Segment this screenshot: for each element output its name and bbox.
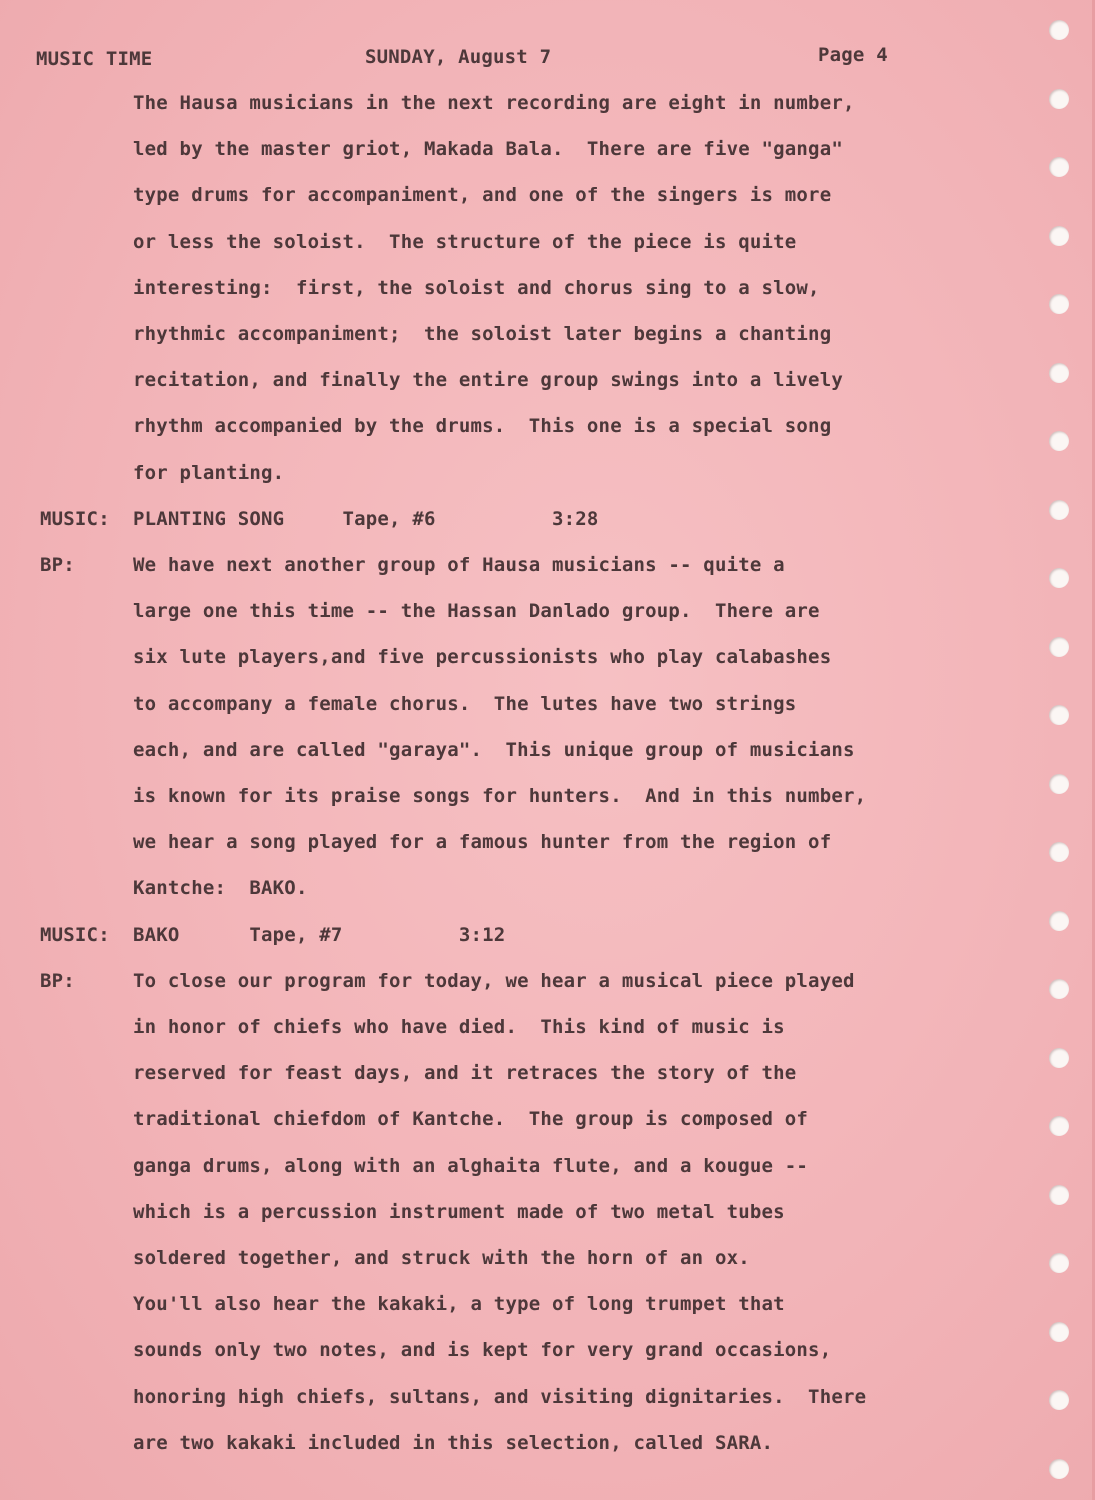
binder-holes <box>1049 20 1073 1500</box>
binder-hole <box>1049 431 1069 451</box>
script-line: PLANTING SONG Tape, #6 3:28 <box>133 508 599 530</box>
script-line: which is a percussion instrument made of two metal tubes <box>133 1201 785 1223</box>
script-line: recitation, and finally the entire group swings into a lively <box>133 369 843 391</box>
script-line: sounds only two notes, and is kept for very grand occasions, <box>133 1339 832 1361</box>
speaker-label: BP: <box>40 970 75 992</box>
binder-hole <box>1049 637 1069 657</box>
header-page-number: Page 4 <box>818 44 888 66</box>
binder-hole <box>1049 1048 1069 1068</box>
speaker-label: MUSIC: <box>40 924 110 946</box>
script-line: are two kakaki included in this selection, called SARA. <box>133 1432 774 1454</box>
script-line: interesting: first, the soloist and chorus sing to a slow, <box>133 277 820 299</box>
script-line: type drums for accompaniment, and one of the singers is more <box>133 184 832 206</box>
script-line: traditional chiefdom of Kantche. The group is composed of <box>133 1108 809 1130</box>
binder-hole <box>1049 226 1069 246</box>
script-line: we hear a song played for a famous hunter from the region of <box>133 831 832 853</box>
binder-hole <box>1049 20 1069 40</box>
header-program-title: MUSIC TIME <box>36 48 153 70</box>
binder-hole <box>1049 911 1069 931</box>
script-line: large one this time -- the Hassan Danlado group. There are <box>133 600 820 622</box>
binder-hole <box>1049 1459 1069 1479</box>
binder-hole <box>1049 979 1069 999</box>
binder-hole <box>1049 774 1069 794</box>
binder-hole <box>1049 1116 1069 1136</box>
binder-hole <box>1049 294 1069 314</box>
script-line: each, and are called "garaya". This unique group of musicians <box>133 739 855 761</box>
script-line: honoring high chiefs, sultans, and visiting dignitaries. There <box>133 1386 867 1408</box>
script-line: rhythmic accompaniment; the soloist later begins a chanting <box>133 323 832 345</box>
binder-hole <box>1049 89 1069 109</box>
binder-hole <box>1049 1185 1069 1205</box>
binder-hole <box>1049 363 1069 383</box>
script-line: rhythm accompanied by the drums. This one is a special song <box>133 415 832 437</box>
script-line: You'll also hear the kakaki, a type of long trumpet that <box>133 1293 785 1315</box>
binder-hole <box>1049 842 1069 862</box>
speaker-label: MUSIC: <box>40 508 110 530</box>
script-line: or less the soloist. The structure of the piece is quite <box>133 231 797 253</box>
script-line: To close our program for today, we hear a musical piece played <box>133 970 855 992</box>
binder-hole <box>1049 1253 1069 1273</box>
binder-hole <box>1049 568 1069 588</box>
script-line: ganga drums, along with an alghaita flute, and a kougue -- <box>133 1155 809 1177</box>
binder-hole <box>1049 1322 1069 1342</box>
binder-hole <box>1049 500 1069 520</box>
script-line: Kantche: BAKO. <box>133 877 308 899</box>
script-line: BAKO Tape, #7 3:12 <box>133 924 506 946</box>
script-line: The Hausa musicians in the next recording are eight in number, <box>133 92 855 114</box>
script-line: in honor of chiefs who have died. This kind of music is <box>133 1016 785 1038</box>
script-line: for planting. <box>133 462 285 484</box>
script-line: led by the master griot, Makada Bala. There are five "ganga" <box>133 138 843 160</box>
script-line: We have next another group of Hausa musicians -- quite a <box>133 554 785 576</box>
script-line: is known for its praise songs for hunters. And in this number, <box>133 785 867 807</box>
binder-hole <box>1049 1390 1069 1410</box>
speaker-label: BP: <box>40 554 75 576</box>
script-line: to accompany a female chorus. The lutes have two strings <box>133 693 797 715</box>
script-line: six lute players,and five percussionists who play calabashes <box>133 646 832 668</box>
binder-hole <box>1049 705 1069 725</box>
script-line: soldered together, and struck with the horn of an ox. <box>133 1247 750 1269</box>
binder-hole <box>1049 157 1069 177</box>
header-date: SUNDAY, August 7 <box>365 46 552 68</box>
script-line: reserved for feast days, and it retraces the story of the <box>133 1062 797 1084</box>
